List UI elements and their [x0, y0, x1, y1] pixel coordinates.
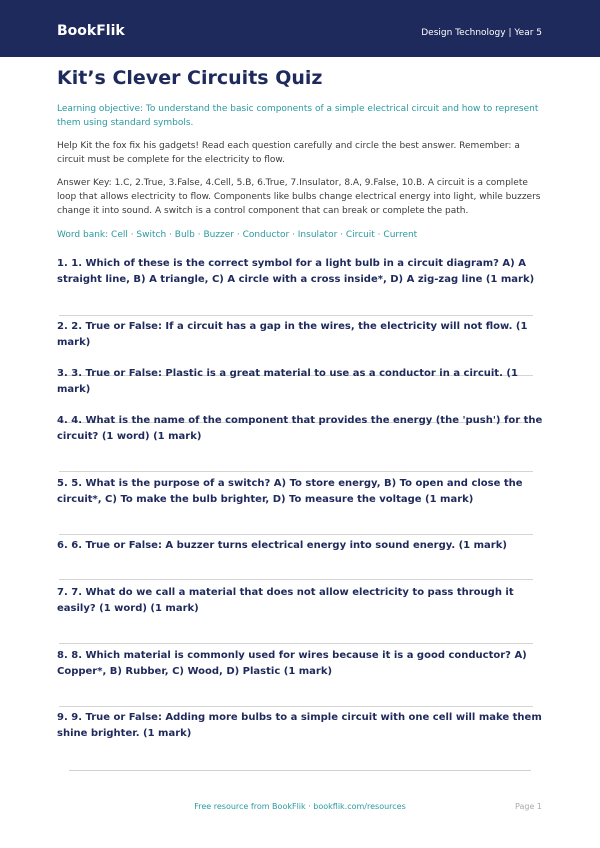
footer-divider: [69, 770, 531, 771]
question-item: [57, 476, 543, 538]
question-item: [57, 256, 543, 319]
answer-line: [59, 288, 533, 316]
question-text: 4. 4. What is the name of the component that provides the energy (the 'push') for the circuit? (1 word) (1 mark): [57, 415, 543, 442]
question-item: [57, 366, 543, 413]
question-list: [57, 256, 543, 750]
question-text: 5. 5. What is the purpose of a switch? A) To store energy, B) To open and close the circuit*, C) To make the bulb brighter, D) To measure the voltage (1 mark): [57, 478, 523, 505]
question-item: [57, 710, 543, 750]
question-item: [57, 538, 543, 585]
footer-credit: Free resource from BookFlik · bookflik.com/resources: [194, 802, 406, 811]
question-text: 1. 1. Which of these is the correct symbol for a light bulb in a circuit diagram? A) A straight line, B) A triangle, C) A circle with a cross inside*, D) A zig-zag line (1 mark): [57, 258, 535, 285]
question-text: 8. 8. Which material is commonly used for wires because it is a good conductor? A) Copper*, B) Rubber, C) Wood, D) Plastic (1 mark): [57, 650, 527, 677]
answer-line: [59, 508, 533, 535]
page-number: Page 1: [515, 802, 542, 811]
learning-objective: Learning objective: To understand the basic components of a simple electrical circuit and how to represent them using standard symbols.: [57, 104, 539, 128]
question-item: [57, 585, 543, 648]
question-text: 6. 6. True or False: A buzzer turns electrical energy into sound energy. (1 mark): [57, 540, 507, 551]
question-text: 9. 9. True or False: Adding more bulbs to a simple circuit with one cell will make them shine brighter. (1 mark): [57, 712, 542, 739]
question-item: [57, 648, 543, 710]
question-text: 2. 2. True or False: If a circuit has a gap in the wires, the electricity will not flow. (1 mark): [57, 321, 528, 348]
header-bar: [0, 0, 600, 57]
question-item: [57, 413, 543, 476]
header-subject-year: Design Technology | Year 5: [421, 28, 542, 38]
answer-key: Answer Key: 1.C, 2.True, 3.False, 4.Cell, 5.B, 6.True, 7.Insulator, 8.A, 9.False, 10.B. A circuit is a complete loop that allows electricity to flow. Components like bulbs change electrical energy into light, while buzzers change it into sound. A switch is a control component that can break or complete the path.: [57, 178, 541, 216]
worksheet-content: [57, 62, 543, 750]
answer-line: [59, 554, 533, 580]
answer-line: [59, 617, 533, 644]
answer-line: [59, 680, 533, 707]
instructions: Help Kit the fox fix his gadgets! Read each question carefully and circle the best answer. Remember: a circuit must be complete for the electricity to flow.: [57, 141, 520, 165]
word-bank: Word bank: Cell · Switch · Bulb · Buzzer · Conductor · Insulator · Circuit · Current: [57, 230, 418, 240]
brand-logo-text: BookFlik: [57, 23, 125, 39]
question-item: [57, 319, 543, 366]
page-title: Kit’s Clever Circuits Quiz: [57, 67, 323, 89]
question-text: 7. 7. What do we call a material that does not allow electricity to pass through it easily? (1 word) (1 mark): [57, 587, 514, 614]
question-text: 3. 3. True or False: Plastic is a great material to use as a conductor in a circuit. (1 mark): [57, 368, 518, 395]
answer-line: [59, 445, 533, 472]
